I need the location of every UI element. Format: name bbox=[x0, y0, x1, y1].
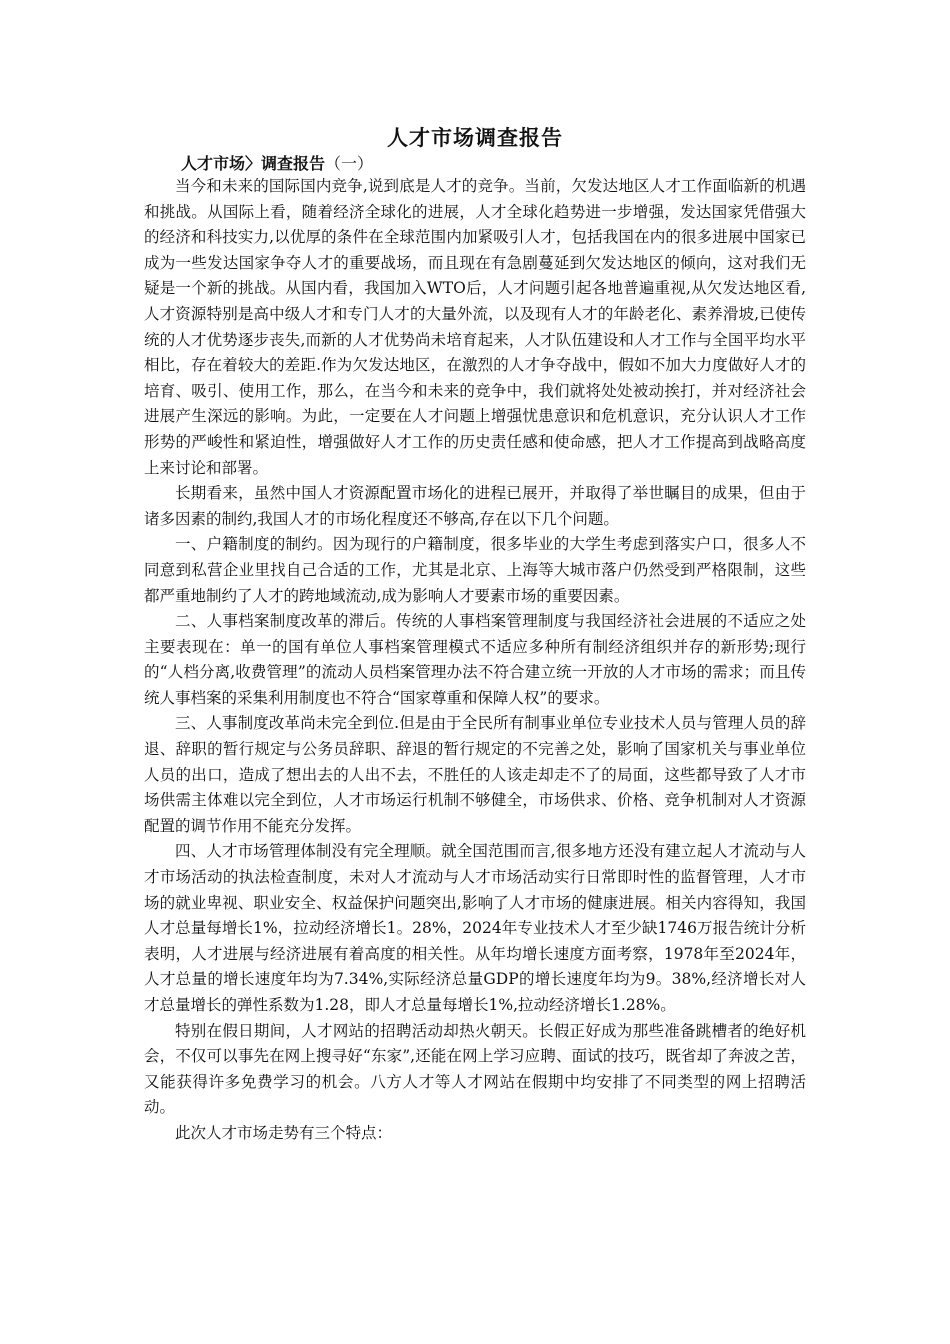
subtitle-bold-text: 人才市场〉调查报告 bbox=[181, 154, 326, 173]
paragraph: 三、人事制度改革尚未完全到位.但是由于全民所有制事业单位专业技术人员与管理人员的辞退、辞职的暂行规定与公务员辞职、辞退的暂行规定的不完善之处，影响了国家机关与事业单位人员的出口，造成了想出去的人出不去，不胜任的人该走却走不了的局面，这些都导致了人才市场供需主体难以完全到位，人才市场运行机制不够健全，市场供求、价格、竞争机制对人才资源配置的调节作用不能充分发挥。 bbox=[144, 714, 806, 835]
subtitle-number: （一） bbox=[325, 154, 374, 173]
paragraph: 特别在假日期间，人才网站的招聘活动却热火朝天。长假正好成为那些准备跳槽者的绝好机会，不仅可以事先在网上搜寻好“东家”,还能在网上学习应聘、面试的技巧，既省却了奔波之苦，又能获得许多免费学习的机会。八方人才等人才网站在假期中均安排了不同类型的网上招聘活动。 bbox=[144, 1021, 806, 1117]
paragraph: 当今和未来的国际国内竞争,说到底是人才的竞争。当前，欠发达地区人才工作面临新的机遇和挑战。从国际上看，随着经济全球化的进展，人才全球化趋势进一步增强，发达国家凭借强大的经济和科技实力,以优厚的条件在全球范围内加紧吸引人才，包括我国在内的很多进展中国家已成为一些发达国家争夺人才的重要战场，而且现在有急剧蔓延到欠发达地区的倾向，这对我们无疑是一个新的挑战。从国内看，我国加入WTO后，人才问题引起各地普遍重视,从欠发达地区看,人才资源特别是高中级人才和专门人才的大量外流，以及现有人才的年龄老化、素养滑坡,已使传统的人才优势逐步丧失,而新的人才优势尚未培育起来，人才队伍建设和人才工作与全国平均水平相比，存在着较大的差距.作为欠发达地区，在激烈的人才争夺战中，假如不加大力度做好人才的培育、吸引、使用工作，那么，在当今和未来的竞争中，我们就将处处被动挨打，并对经济社会进展产生深远的影响。为此，一定要在人才问题上增强忧患意识和危机意识，充分认识人才工作形势的严峻性和紧迫性，增强做好人才工作的历史责任感和使命感，把人才工作提高到战略高度上来讨论和部署。 bbox=[144, 177, 806, 477]
document-body bbox=[144, 174, 806, 1147]
paragraph: 长期看来，虽然中国人才资源配置市场化的进程已展开，并取得了举世瞩目的成果，但由于诸多因素的制约,我国人才的市场化程度还不够高,存在以下几个问题。 bbox=[144, 484, 806, 528]
paragraph: 此次人才市场走势有三个特点： bbox=[175, 1123, 393, 1142]
page-title: 人才市场调查报告 bbox=[387, 126, 563, 150]
paragraph: 二、人事档案制度改革的滞后。传统的人事档案管理制度与我国经济社会进展的不适应之处主要表现在：单一的国有单位人事档案管理模式不适应多种所有制经济组织并存的新形势;现行的“人档分离,收费管理”的流动人员档案管理办法不符合建立统一开放的人才市场的需求；而且传统人事档案的采集利用制度也不符合“国家尊重和保障人权”的要求。 bbox=[144, 612, 806, 707]
paragraph: 四、人才市场管理体制没有完全理顺。就全国范围而言,很多地方还没有建立起人才流动与人才市场活动的执法检查制度，未对人才流动与人才市场活动实行日常即时性的监督管理，人才市场的就业卑视、职业安全、权益保护问题突出,影响了人才市场的健康进展。相关内容得知，我国人才总量每增长1%，拉动经济增长1。28%，2024年专业技术人才至少缺1746万报告统计分析表明，人才进展与经济进展有着高度的相关性。从年均增长速度方面考察，1978年至2024年，人才总量的增长速度年均为7.34%,实际经济总量GDP的增长速度年均为9。38%,经济增长对人才总量增长的弹性系数为1.28，即人才总量每增长1%,拉动经济增长1.28%。 bbox=[144, 842, 806, 1014]
section-subtitle bbox=[181, 151, 373, 174]
paragraph: 一、户籍制度的制约。因为现行的户籍制度，很多毕业的大学生考虑到落实户口，很多人不同意到私营企业里找自己合适的工作，尤其是北京、上海等大城市落户仍然受到严格限制，这些都严重地制约了人才的跨地域流动,成为影响人才要素市场的重要因素。 bbox=[144, 535, 806, 605]
